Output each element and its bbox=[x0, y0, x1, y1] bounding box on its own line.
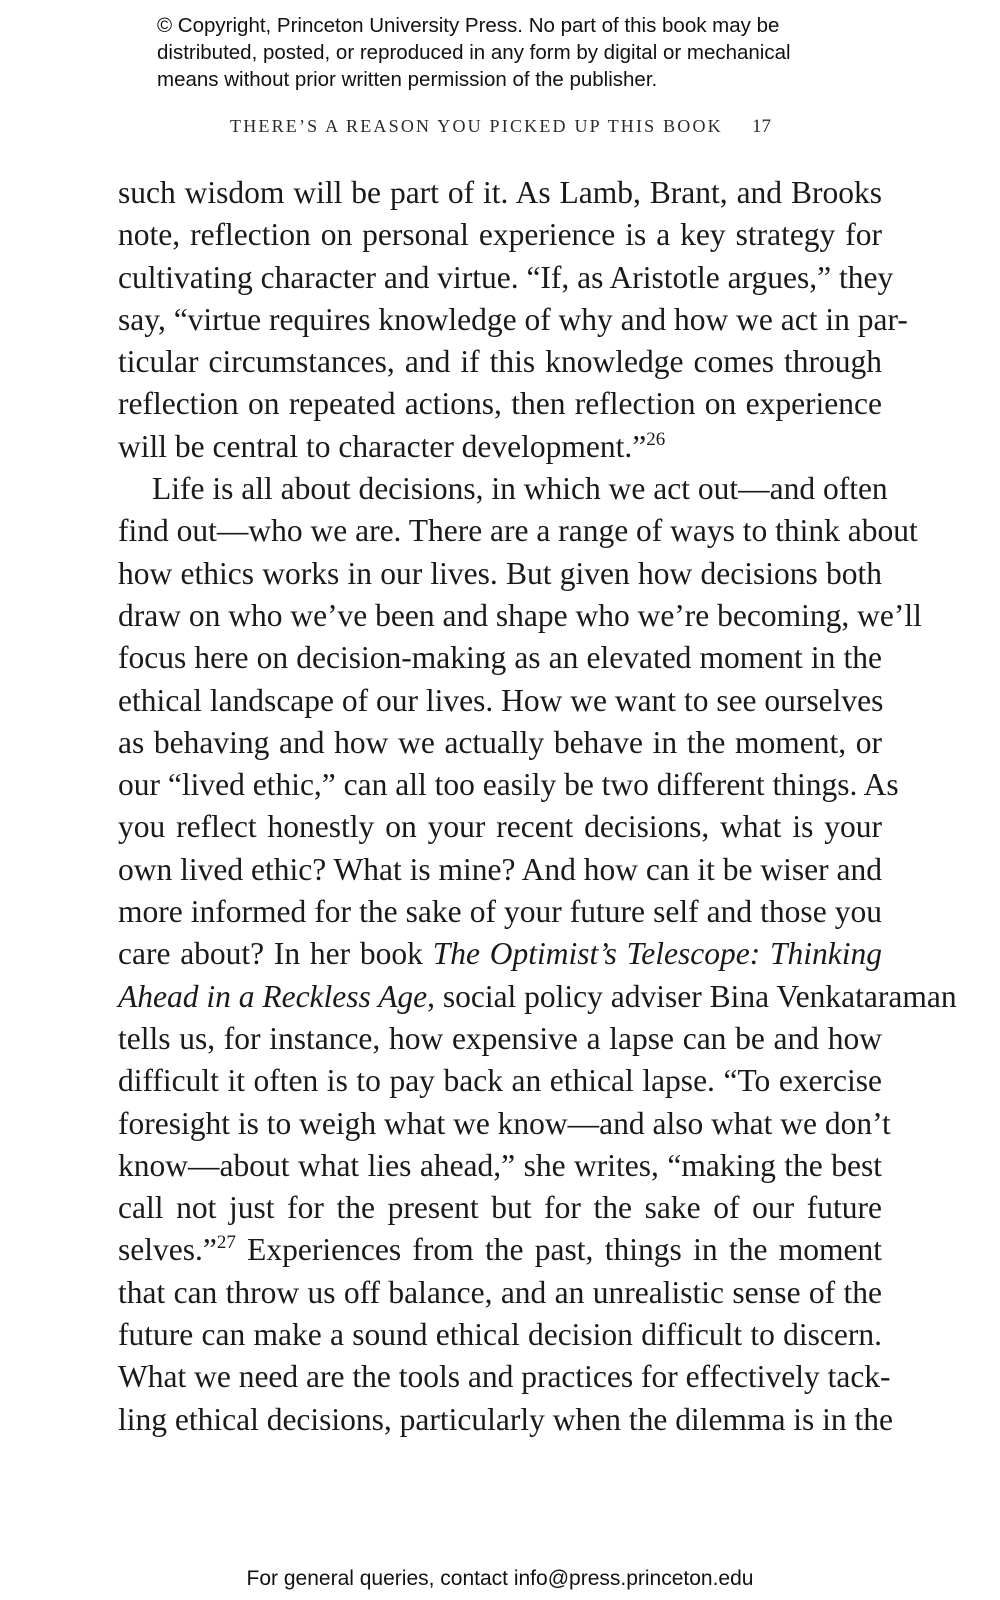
footer-contact: For general queries, contact info@press.princeton.edu bbox=[246, 1567, 754, 1590]
text-line: say, “virtue requires knowledge of why and how we act in par- bbox=[118, 301, 908, 337]
book-title-italic: Ahead in a Reckless Age bbox=[118, 978, 428, 1014]
copyright-line: distributed, posted, or reproduced in any form by digital or mechanical bbox=[157, 41, 791, 64]
text-line: reflection on repeated actions, then reflection on experience bbox=[118, 386, 882, 422]
text-line: difficult it often is to pay back an ethical lapse. “To exercise bbox=[118, 1063, 882, 1099]
text-fragment: selves.” bbox=[118, 1232, 217, 1268]
text-line bbox=[118, 426, 882, 468]
text-line: What we need are the tools and practices for effectively tack- bbox=[118, 1359, 891, 1395]
text-fragment: Experiences from the past, things in the moment bbox=[235, 1232, 882, 1268]
text-line bbox=[118, 1229, 882, 1271]
text-line: cultivating character and virtue. “If, as Aristotle argues,” they bbox=[118, 259, 894, 295]
text-line: Life is all about decisions, in which we act out—and often bbox=[152, 471, 888, 507]
text-line: that can throw us off balance, and an unrealistic sense of the bbox=[118, 1274, 882, 1310]
text-line: find out—who we are. There are a range of ways to think about bbox=[118, 513, 918, 549]
text-line: such wisdom will be part of it. As Lamb, Brant, and Brooks bbox=[118, 175, 882, 210]
text-line: note, reflection on personal experience is a key strategy for bbox=[118, 217, 882, 253]
text-line: tells us, for instance, how expensive a lapse can be and how bbox=[118, 1020, 882, 1056]
text-line: our “lived ethic,” can all too easily be two different things. As bbox=[118, 767, 899, 803]
text-fragment: will be central to character development.” bbox=[118, 428, 647, 464]
running-head-title: THERE’S A REASON YOU PICKED UP THIS BOOK bbox=[230, 116, 723, 136]
text-line: ethical landscape of our lives. How we want to see ourselves bbox=[118, 682, 884, 718]
text-line: more informed for the sake of your future self and those you bbox=[118, 894, 882, 930]
page-number: 17 bbox=[752, 116, 771, 137]
body-text bbox=[118, 172, 957, 1441]
footnote-marker: 26 bbox=[646, 428, 666, 450]
book-title-italic: The Optimist’s Telescope: Thinking bbox=[432, 936, 882, 972]
text-line: ling ethical decisions, particularly when the dilemma is in the bbox=[118, 1401, 894, 1437]
text-line: you reflect honestly on your recent decisions, what is your bbox=[118, 809, 882, 845]
text-line: focus here on decision-making as an elevated moment in the bbox=[118, 640, 882, 676]
copyright-line: means without prior written permission of the publisher. bbox=[157, 68, 658, 91]
text-fragment: , social policy adviser Bina Venkataraman bbox=[427, 978, 957, 1014]
text-line: call not just for the present but for the sake of our future bbox=[118, 1190, 882, 1226]
text-line: how ethics works in our lives. But given how decisions both bbox=[118, 555, 882, 591]
copyright-line: © Copyright, Princeton University Press. No part of this book may be bbox=[157, 14, 780, 37]
text-line: know—about what lies ahead,” she writes, “making the best bbox=[118, 1147, 882, 1183]
text-line: as behaving and how we actually behave in the moment, or bbox=[118, 724, 882, 760]
text-line: foresight is to weigh what we know—and also what we don’t bbox=[118, 1105, 891, 1141]
text-line: draw on who we’ve been and shape who we’re becoming, we’ll bbox=[118, 597, 922, 633]
text-line: own lived ethic? What is mine? And how can it be wiser and bbox=[118, 851, 882, 887]
text-fragment: care about? In her book bbox=[118, 936, 433, 972]
footnote-marker: 27 bbox=[216, 1232, 236, 1254]
text-line bbox=[118, 976, 957, 1018]
copyright-notice bbox=[157, 12, 917, 93]
text-line: future can make a sound ethical decision difficult to discern. bbox=[118, 1317, 882, 1353]
running-head bbox=[230, 116, 790, 137]
text-line bbox=[118, 933, 882, 975]
text-line: ticular circumstances, and if this knowledge comes through bbox=[118, 344, 882, 380]
